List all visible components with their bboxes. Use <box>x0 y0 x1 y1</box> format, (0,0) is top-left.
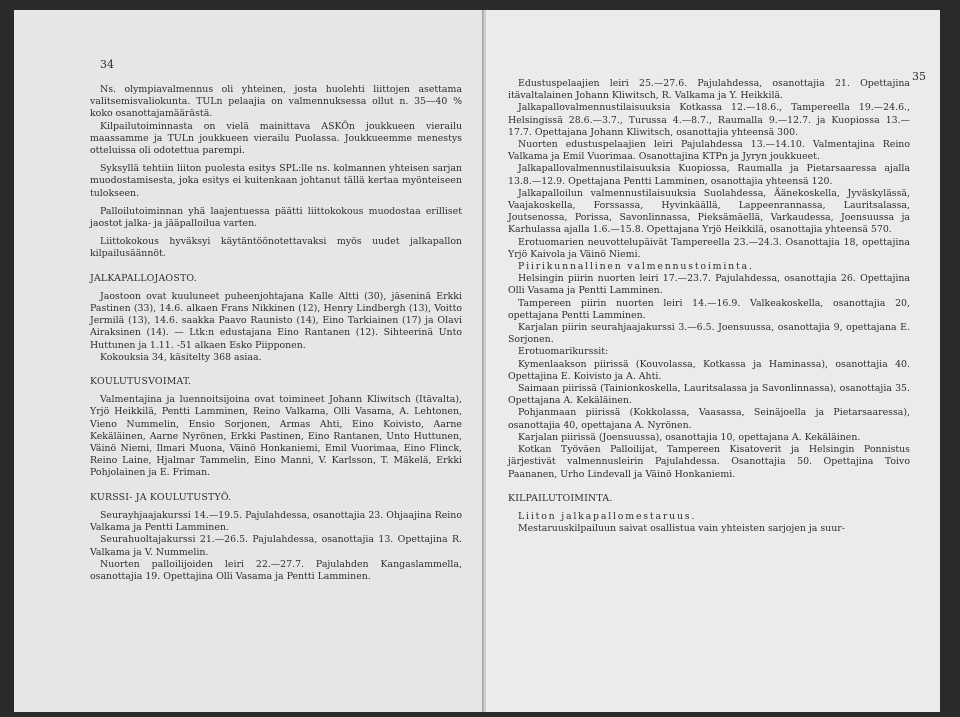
page-number-right: 35 <box>912 70 926 83</box>
paragraph: Karjalan piirissä (Joensuussa), osanottajia 10, opettajana A. Kekäläinen. <box>518 431 861 443</box>
paragraph: Kotkan Työväen Palloilijat, Tampereen Kisatoverit ja Helsingin Ponnistus järjestivät valmennusleirin Pajulahdessa. Osanottajia 50. Opettajina Toivo Paananen, Urho Lindevall ja Väinö Honkaniemi. <box>508 444 910 480</box>
paragraph: Ns. olympiavalmennus oli yhteinen, josta huolehti liittojen asettama valitsemisvaliokunta. TULn pelaajia on valmennuksessa ollut n. 35—40 % koko osanottajamäärästä. <box>90 84 462 120</box>
paragraph: Erotuomarien neuvottelupäivät Tampereella 23.—24.3. Osanottajia 18, opettajina Yrjö Kaivola ja Väinö Niemi. <box>508 236 910 260</box>
paragraph: Kokouksia 34, käsitelty 368 asiaa. <box>100 351 262 363</box>
right-page <box>486 10 940 712</box>
left-page-body <box>90 84 462 583</box>
paragraph: Liittokokous hyväksyi käytäntöönotettavaksi myös uudet jalkapallon kilpailusäännöt. <box>90 236 462 260</box>
paragraph: Mestaruuskilpailuun saivat osallistua vain yhteisten sarjojen ja suur- <box>518 523 845 535</box>
right-page-body <box>508 78 910 535</box>
paragraph: Seurahuoltajakurssi 21.—26.5. Pajulahdessa, osanottajia 13. Opettajina R. Valkama ja V. Nummelin. <box>90 534 462 558</box>
paragraph: Jalkapalloilun valmennustilaisuuksia Suolahdessa, Äänekoskella, Jyväskylässä, Vaajakoskella, Forssassa, Hyvinkäällä, Lappeenrannassa, Lauritsalassa, Joutsenossa, Porissa, Savonlinnassa, Pieksämäellä, Varkaudessa, Joensuussa ja Karhulassa ajalla 1.6.—15.8. Opettajana Yrjö Heikkilä, osanottajia yhteensä 570. <box>508 187 910 236</box>
paragraph: Karjalan piirin seurahjaajakurssi 3.—6.5. Joensuussa, osanottajia 9, opettajana E. Sorjonen. <box>508 322 910 346</box>
subheading-piirikunnallinen: Piirikunnallinen valmennustoiminta. <box>518 261 754 273</box>
paragraph: Kymenlaakson piirissä (Kouvolassa, Kotkassa ja Haminassa), osanottajia 40. Opettajina E. Koivisto ja A. Ahti. <box>508 358 910 382</box>
paragraph: Tampereen piirin nuorten leiri 14.—16.9. Valkeakoskella, osanottajia 20, opettajana Pentti Lamminen. <box>508 297 910 321</box>
paragraph: Saimaan piirissä (Tainionkoskella, Lauritsalassa ja Savonlinnassa), osanottajia 35. Opettajana A. Kekäläinen. <box>508 383 910 407</box>
paragraph: Pohjanmaan piirissä (Kokkolassa, Vaasassa, Seinäjoella ja Pietarsaaressa), osanottajia 40, opettajana A. Nyrönen. <box>508 407 910 431</box>
paragraph: Jalkapallovalmennustilaisuuksia Kuopiossa, Raumalla ja Pietarsaaressa ajalla 13.8.—12.9. Opettajana Pentti Lamminen, osanottajia yhteensä 120. <box>508 163 910 187</box>
heading-kurssi-koulutustyo: KURSSI- JA KOULUTUSTYÖ. <box>90 491 232 503</box>
paragraph: Nuorten palloilijoiden leiri 22.—27.7. Pajulahden Kangaslammella, osanottajia 19. Opettajina Olli Vasama ja Pentti Lamminen. <box>90 558 462 582</box>
label-erotuomarikurssit: Erotuomarikurssit: <box>518 346 609 358</box>
paragraph: Nuorten edustuspelaajien leiri Pajulahdessa 13.—14.10. Valmentajina Reino Valkama ja Emil Vuorimaa. Osanottajina KTPn ja Jyryn joukkueet. <box>508 139 910 163</box>
page-number-left: 34 <box>100 58 114 71</box>
heading-jalkapallojaosto: JALKAPALLOJAOSTO. <box>90 272 197 284</box>
heading-koulutusvoimat: KOULUTUSVOIMAT. <box>90 376 192 388</box>
paragraph: Valmentajina ja luennoitsijoina ovat toimineet Johann Kliwitsch (Itävalta), Yrjö Heikkilä, Pentti Lamminen, Reino Valkama, Olli Vasama, A. Lehtonen, Vieno Nummelin, Ensio Sorjonen, Armas Ahti, Eino Koivisto, Aarne Kekäläinen, Aarne Nyrönen, Erkki Pastinen, Eino Rantanen, Unto Huttunen, Väinö Niemi, Ilmari Muona, Väinö Honkaniemi, Emil Vuorimaa, Eino Flinck, Reino Laine, Hjalmar Tammelin, Eino Manni, V. Karlsson, T. Mäkelä, Erkki Pohjolainen ja E. Friman. <box>90 394 462 479</box>
subheading-liiton-jalkapallomestaruus: Liiton jalkapallomestaruus. <box>518 510 697 522</box>
left-page <box>14 10 484 712</box>
paragraph: Jaostoon ovat kuuluneet puheenjohtajana Kalle Altti (30), jäseninä Erkki Pastinen (33), 14.6. alkaen Frans Nikkinen (12), Henry Lindbergh (13), Voitto Jermilä (13), 14.6. saakka Paavo Raunisto (14), Eino Tarkiainen (17) ja Olavi Airaksinen (14). — Ltk:n edustajana Eino Rantanen (12). Sihteerinä Unto Huttunen ja 1.11. -51 alkaen Esko Piipponen. <box>90 290 462 351</box>
heading-kilpailutoiminta: KILPAILUTOIMINTA. <box>508 492 613 504</box>
paragraph: Kilpailutoiminnasta on vielä mainittava ASKÖn joukkueen vierailu maassamme ja TULn joukkueen vierailu Puolassa. Joukkueemme menestys otteluissa oli odotettua parempi. <box>90 120 462 157</box>
paragraph: Helsingin piirin nuorten leiri 17.—23.7. Pajulahdessa, osanottajia 26. Opettajina Olli Vasama ja Pentti Lamminen. <box>508 273 910 297</box>
paragraph: Jalkapallovalmennustilaisuuksia Kotkassa 12.—18.6., Tampereella 19.—24.6., Helsingissä 28.6.—3.7., Turussa 4.—8.7., Raumalla 9.—12.7. ja Kuopiossa 13.—17.7. Opettajana Johann Kliwitsch, osanottajia yhteensä 300. <box>508 102 910 138</box>
paragraph: Palloilutoiminnan yhä laajentuessa päätti liittokokous muodostaa erilliset jaostot jalka- ja jääpalloilua varten. <box>90 205 462 230</box>
paragraph: Seurayhjaajakurssi 14.—19.5. Pajulahdessa, osanottajia 23. Ohjaajina Reino Valkama ja Pentti Lamminen. <box>90 509 462 534</box>
paragraph: Edustuspelaajien leiri 25.—27.6. Pajulahdessa, osanottajia 21. Opettajina itävaltalainen Johann Kliwitsch, R. Valkama ja Y. Heikkilä. <box>508 78 910 102</box>
paragraph: Syksyllä tehtiin liiton puolesta esitys SPL:lle ns. kolmannen yhteisen sarjan muodostamisesta, joka esitys ei kuitenkaan johtanut tällä kertaa myönteiseen tulokseen. <box>90 163 462 199</box>
